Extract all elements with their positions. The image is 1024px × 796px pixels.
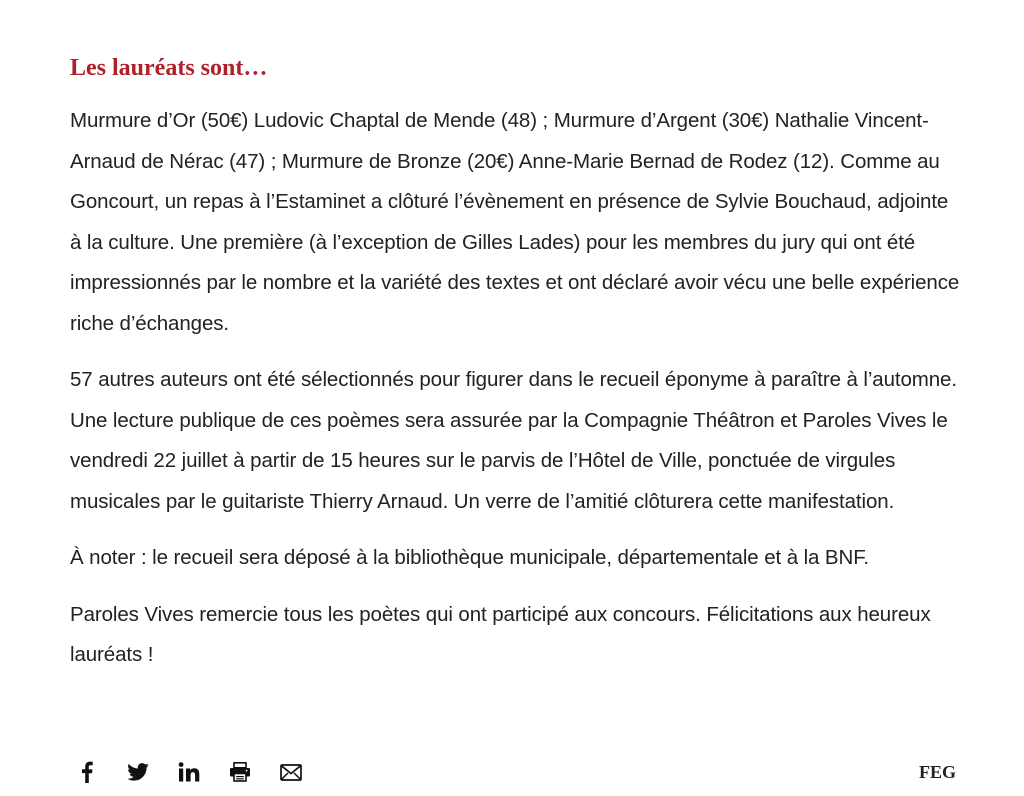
share-twitter-button[interactable] [121, 756, 155, 788]
share-linkedin-button[interactable] [172, 756, 206, 788]
email-icon [280, 764, 302, 781]
email-button[interactable] [274, 756, 308, 788]
paragraph-thanks: Paroles Vives remercie tous les poètes qui ont participé aux concours. Félicitations aux heureux lauréats ! [70, 602, 931, 666]
paragraph-winners: Murmure d’Or (50€) Ludovic Chaptal de Mende (48) ; Murmure d’Argent (30€) Nathalie Vincent-Arnaud de Nérac (47) ; Murmure de Bronze (20€) Anne-Marie Bernad de Rodez (12). Comme au Goncourt, un repas à l’Estaminet a clôturé l’évènement en présence de Sylvie Bouchaud, adjointe à la culture. Une première (à l’exception de Gilles Lades) pour les membres du jury qui ont été impressionnés par le nombre et la variété des textes et ont déclaré avoir vécu une belle expérience riche d’échanges. [70, 109, 960, 335]
article-body [70, 52, 960, 676]
share-bar [70, 756, 960, 788]
share-facebook-button[interactable] [70, 756, 104, 788]
author-initials: FEG [918, 761, 956, 782]
section-heading: Les lauréats sont… [70, 55, 268, 81]
twitter-icon [127, 763, 149, 781]
linkedin-icon [178, 762, 200, 782]
facebook-icon [81, 761, 93, 783]
paragraph-selection: 57 autres auteurs ont été sélectionnés pour figurer dans le recueil éponyme à paraître à l’automne. Une lecture publique de ces poèmes sera assurée par la Compagnie Théâtron et Paroles Vives le vendredi 22 juillet à partir de 15 heures sur le parvis de l’Hôtel de Ville, ponctuée de virgules musicales par le guitariste Thierry Arnaud. Un verre de l’amitié clôturera cette manifestation. [70, 368, 957, 513]
print-icon [229, 762, 251, 782]
print-button[interactable] [223, 756, 257, 788]
paragraph-note: À noter : le recueil sera déposé à la bibliothèque municipale, départementale et à la BNF. [70, 546, 869, 569]
